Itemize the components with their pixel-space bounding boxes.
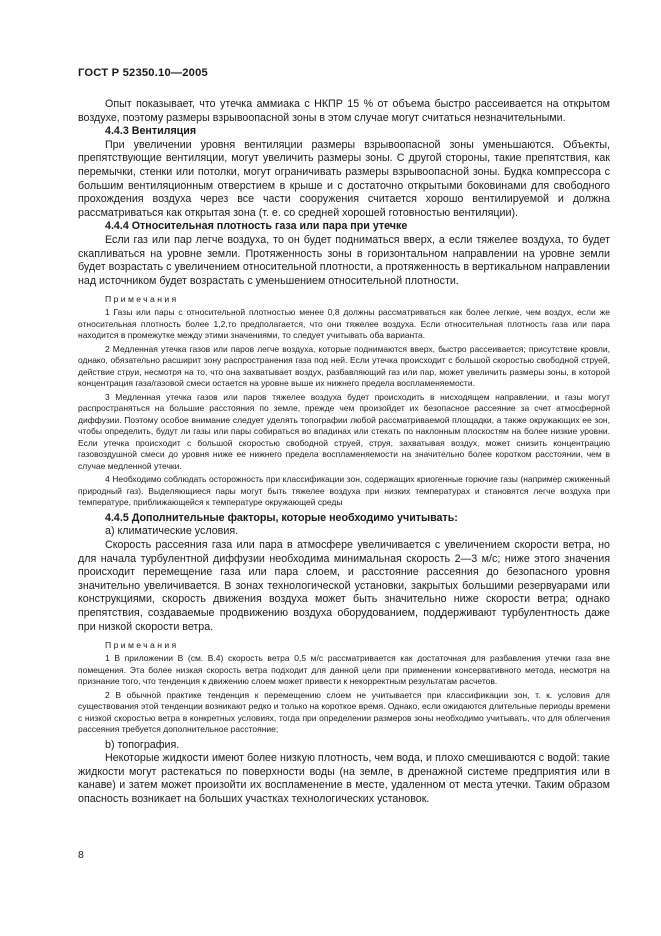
- page-number: 8: [78, 849, 84, 861]
- section-4-4-5-heading: 4.4.5 Дополнительные факторы, которые необходимо учитывать:: [105, 511, 458, 524]
- section-4-4-5-item-a: а) климатические условия.: [105, 525, 239, 538]
- section-4-4-3-heading: 4.4.3 Вентиляция: [105, 125, 197, 138]
- intro-paragraph: Опыт показывает, что утечка аммиака с НКПР 15 % от объема быстро рассеивается на открытом воздухе, поэтому размеры взрывоопасной зоны в этом случае могут считаться незначительными.: [78, 98, 610, 124]
- section-4-4-4-note-3: 3 Медленная утечка газов или паров тяжелее воздуха будет происходить в нисходящем направлении, и газы могут распространяться на большие расстояния по земле, прежде чем произойдет их безопасное рассеяние за счет атмосферной диффузии. Поэтому особое внимание следует уделять топографии любой рассматриваемой площадки, а также окружающих ее зон, чтобы определить, будут ли газы или пары собираться во впадинах или стекать по наклонным плоскостям на более низкие уровни. Если утечка происходит с большой скоростью свободной струей, струя, захватывая воздух, может снизить концентрацию газовоздушной смеси до уровня ниже ее нижнего предела воспламеняемости на значительно более коротком расстоянии, чем в случае медленной утечки.: [78, 391, 610, 471]
- section-4-4-5-notes-title: Примечания: [105, 640, 179, 651]
- section-4-4-4-notes-title: Примечания: [105, 294, 179, 305]
- document-header: ГОСТ Р 52350.10—2005: [78, 67, 208, 79]
- section-4-4-5-paragraph-b: Некоторые жидкости имеют более низкую плотность, чем вода, и плохо смешиваются с водой: такие жидкости могут растекаться по поверхности воды (на земле, в дренажной системе предприятия или в канаве) и затем может произойти их воспламенение в месте, удаленном от места утечки. Таким образом опасность возникает на больших участках технологических установок.: [78, 752, 610, 806]
- section-4-4-5-note-2: 2 В обычной практике тенденция к перемещению слоем не учитывается при классификации зон, т. к. условия для существования этой тенденции возникают редко и только на короткое время. Однако, если ожидаются длительные периоды времени с низкой скоростью ветра в конкретных условиях, тогда при определении размеров зоны необходимо учитывать, что для облегчения рассеяния требуется дополнительное расстояние;: [78, 689, 610, 735]
- section-4-4-5-note-1: 1 В приложении В (см. В.4) скорость ветра 0,5 м/с рассматривается как достаточная для разбавления утечки газа вне помещения. Эта более низкая скорость ветра подходит для данной цели при применении консервативного метода, несмотря на признание того, что тенденция к движению слоем может привести к некорректным результатам расчетов.: [78, 653, 610, 687]
- section-4-4-4-note-4: 4 Необходимо соблюдать осторожность при классификации зон, содержащих криогенные горючие газы (например сжиженный природный газ). Выделяющиеся пары могут быть тяжелее воздуха при низких температурах и становятся легче воздуха при температуре, приближающейся к температуре окружающей среды: [78, 474, 610, 508]
- section-4-4-4-paragraph: Если газ или пар легче воздуха, то он будет подниматься вверх, а если тяжелее воздуха, то будет скапливаться на уровне земли. Протяженность зоны в горизонтальном направлении на уровне земли будет возрастать с увеличением относительной плотности, а протяженность в вертикальном направлении над источником будет возрастать с уменьшением относительной плотности.: [78, 233, 610, 287]
- section-4-4-4-heading: 4.4.4 Относительная плотность газа или пара при утечке: [105, 220, 408, 233]
- section-4-4-5-paragraph: Скорость рассеяния газа или пара в атмосфере увеличивается с увеличением скорости ветра, но для начала турбулентной диффузии необходима минимальная скорость 2—3 м/с; ниже этого значения происходит перемещение газа или пара слоем, и расстояние рассеяния до безопасного уровня значительно увеличивается. В зонах технологической установки, закрытых большими резервуарами или конструкциями, скорость движения воздуха может быть значительно ниже скорости ветра; однако препятствия, создаваемые продвижению воздуха оборудованием, поддерживают турбулентность даже при низкой скорости ветра.: [78, 539, 610, 633]
- section-4-4-5-item-b: b) топография.: [105, 738, 180, 751]
- section-4-4-4-note-1: 1 Газы или пары с относительной плотностью менее 0,8 должны рассматриваться как более легкие, чем воздух, если же относительная плотность более 1,2,то предполагается, что они тяжелее воздуха. Если относительная плотность газа или пара находится в промежутке между этими значениями, то следует учитывать оба варианта.: [78, 307, 610, 341]
- section-4-4-3-paragraph: При увеличении уровня вентиляции размеры взрывоопасной зоны уменьшаются. Объекты, препятствующие вентиляции, могут увеличить размеры зоны. С другой стороны, такие препятствия, как перемычки, стенки или потолки, могут ограничивать размеры взрывоопасной зоны. Будка компрессора с большим вентиляционным отверстием в крыше и с достаточно открытыми боковинами для свободного прохождения воздуха через все части сооружения считается хорошо вентилируемой и должна рассматриваться как открытая зона (т. е. со средней хорошей готовностью вентиляции).: [78, 138, 610, 219]
- section-4-4-4-note-2: 2 Медленная утечка газов или паров легче воздуха, которые поднимаются вверх, быстро рассеивается; присутствие кровли, однако, обязательно расширит зону распространения газа под ней. Если утечка происходит с большой скоростью свободной струей, действие струи, несмотря на то, что она захватывает воздух, разбавляющий газ или пар, может увеличить размеры зоны, в которой концентрация газа/газовой смеси остается на уровне выше их нижнего предела воспламеняемости.: [78, 343, 610, 389]
- document-body: [78, 98, 610, 807]
